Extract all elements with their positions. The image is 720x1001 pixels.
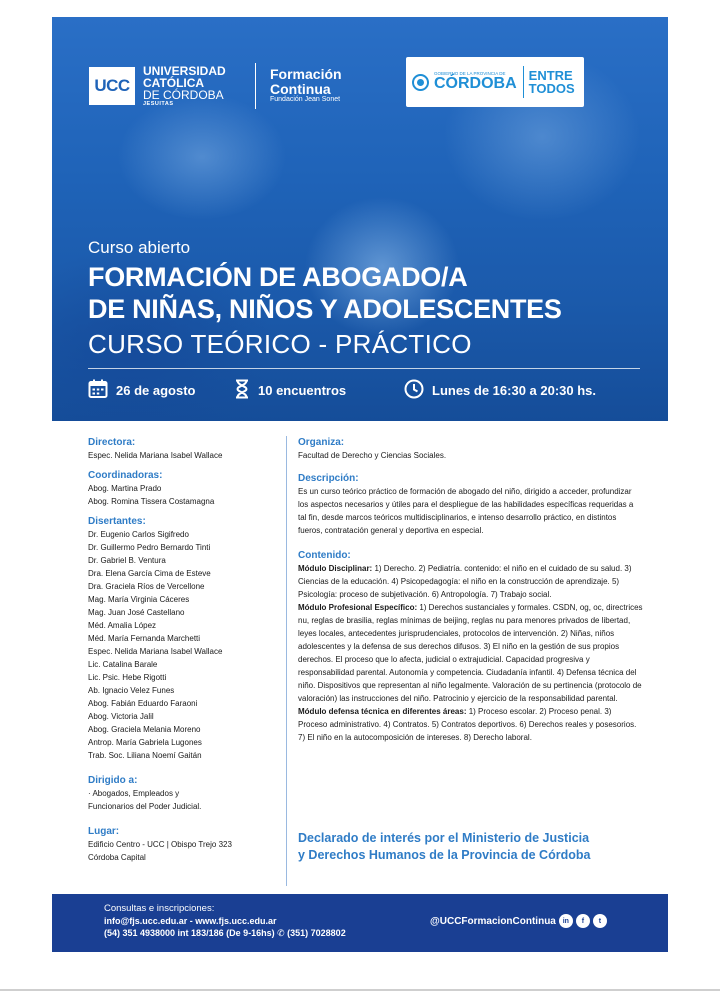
footer-social xyxy=(430,914,607,928)
facebook-icon[interactable]: f xyxy=(576,914,590,928)
course-info-row xyxy=(52,379,668,409)
list-item: Dr. Guillermo Pedro Bernardo Tinti xyxy=(88,543,211,552)
list-item: Espec. Nelida Mariana Isabel Wallace xyxy=(88,647,223,656)
contact-phones: (54) 351 4938000 int 183/186 (De 9-16hs) ✆ (351) 7028802 xyxy=(104,928,346,938)
coordinadoras-heading: Coordinadoras: xyxy=(88,470,163,481)
list-item: Antrop. María Gabriela Lugones xyxy=(88,738,202,747)
date-info xyxy=(88,379,195,402)
list-item: Ab. Ignacio Velez Funes xyxy=(88,686,175,695)
descripcion-heading: Descripción: xyxy=(298,473,359,484)
footer-contact: Consultas e inscripciones: info@fjs.ucc.edu.ar - www.fjs.ucc.edu.ar (54) 351 4938000 int 183/186 (De 9-16hs) ✆ (351) 7028802 xyxy=(104,903,346,938)
hero-divider xyxy=(88,368,640,369)
dirigido-heading: Dirigido a: xyxy=(88,775,138,786)
social-handle[interactable]: @UCCFormacionContinua xyxy=(430,915,556,927)
list-item: Dr. Gabriel B. Ventura xyxy=(88,556,166,565)
clock-icon xyxy=(404,379,424,402)
list-item: Dra. Graciela Ríos de Vercellone xyxy=(88,582,205,591)
directora-name: Espec. Nelida Mariana Isabel Wallace xyxy=(88,451,223,460)
linkedin-icon[interactable]: in xyxy=(559,914,573,928)
organiza-text: Facultad de Derecho y Ciencias Sociales. xyxy=(298,451,447,460)
coordinadoras-section xyxy=(88,469,278,508)
contenido-section xyxy=(298,549,643,744)
module-disciplinar: Módulo Disciplinar: 1) Derecho. 2) Pediatría. contenido: el niño en el cuidado de su salud. 3) Ciencias de la educación. 4) Psicopedagogía: el niño en la construcción de aprendizaje. 5) Psicología: proceso de subjetivación. 6) Antropología. 7) Trabajo social. xyxy=(298,564,632,599)
list-item: Abog. Romina Tissera Costamagna xyxy=(88,497,215,506)
formacion-continua-logo: Formación Continua Fundación Jean Sonet xyxy=(270,66,342,104)
list-item: Dra. Elena García Cima de Esteve xyxy=(88,569,211,578)
list-item: Abog. Fabián Eduardo Faraoni xyxy=(88,699,198,708)
bottom-rule xyxy=(0,989,720,991)
disertantes-heading: Disertantes: xyxy=(88,516,146,527)
lugar-section: Lugar: Edificio Centro - UCC | Obispo Trejo 323 Córdoba Capital xyxy=(88,825,278,864)
cordoba-government-logo: GOBIERNO DE LA PROVINCIA DE CÓRDOBA ENTRE TODOS xyxy=(406,57,584,107)
descripcion-text: Es un curso teórico práctico de formación de abogado del niño, dirigido a acceder, profundizar los aspectos necesarios y útiles para el despliegue de las habilidades específicas requeridas a tal fin, desde marcos teóricos multidisciplinarios, e intenso desarrollo práctico, en distintos fueros, contratación general y deportiva en especial. xyxy=(298,487,634,535)
schedule-text: Lunes de 16:30 a 20:30 hs. xyxy=(432,383,597,398)
descripcion-section xyxy=(298,472,643,537)
column-divider xyxy=(286,436,287,886)
declared-interest: Declarado de interés por el Ministerio de Justicia y Derechos Humanos de la Provincia de Córdoba xyxy=(298,831,591,862)
directora-heading: Directora: xyxy=(88,437,136,448)
directora-section xyxy=(88,436,278,462)
calendar-icon xyxy=(88,379,108,402)
sessions-text: 10 encuentros xyxy=(258,383,347,398)
list-item: Dr. Eugenio Carlos Sigifredo xyxy=(88,530,189,539)
footer xyxy=(52,894,668,952)
course-subtitle: CURSO TEÓRICO - PRÁCTICO xyxy=(88,329,472,359)
logo-divider xyxy=(255,63,256,109)
organiza-heading: Organiza: xyxy=(298,437,345,448)
schedule-info xyxy=(404,379,596,402)
list-item: Abog. Martina Prado xyxy=(88,484,162,493)
list-item: Abog. Graciela Melania Moreno xyxy=(88,725,201,734)
date-text: 26 de agosto xyxy=(116,383,196,398)
contact-emails[interactable]: info@fjs.ucc.edu.ar - www.fjs.ucc.edu.ar xyxy=(104,916,277,926)
cordoba-seal-icon xyxy=(412,74,429,91)
module-defensa-tecnica: Módulo defensa técnica en diferentes áreas: 1) Proceso escolar. 2) Proceso penal. 3) Proceso administrativo. 4) Contratos. 5) Contratos deportivos. 6) Derechos reales y posesorios. 7) El niño en la autocomposición de intereses. 8) Derecho laboral. xyxy=(298,707,637,742)
list-item: Abog. Victoria Jalil xyxy=(88,712,154,721)
ucc-logo xyxy=(89,65,226,108)
left-column xyxy=(88,436,278,871)
contenido-heading: Contenido: xyxy=(298,550,351,561)
disertantes-section xyxy=(88,515,278,762)
module-profesional: Módulo Profesional Específico: 1) Derechos sustanciales y formales. CSDN, og, oc, directrices nu, reglas de brasilia, reglas mínimas de beijing, reglas nu para menores privados de libertad, leyes locales, antecedentes jurisprudenciales, protocolos de intervención. 2) Niñas, niños adolescentes y la defensa de sus derechos difusos. 3) El niño en la gestión de sus propios derechos. El proceso que lo afecta, judicial o extrajudicial. Capacidad progresiva y responsabilidad parental. Autonomía y competencia. Ciudadanía infantil. 4) Defensa técnica del niño. Dispositivos que representan al niño legalmente. Valoración de su pertinencia (protocolo de valoración) las instrucciones del niño. Patrocinio y ejercicio de la responsabilidad parental. xyxy=(298,603,643,703)
course-title: FORMACIÓN DE ABOGADO/A DE NIÑAS, NIÑOS Y ADOLESCENTES xyxy=(88,262,562,324)
list-item: Lic. Catalina Barale xyxy=(88,660,158,669)
hero-banner xyxy=(52,17,668,421)
course-kicker: Curso abierto xyxy=(88,238,191,257)
organiza-section xyxy=(298,436,643,462)
ucc-logo-line2: CATÓLICA xyxy=(143,76,205,90)
list-item: Méd. María Fernanda Marchetti xyxy=(88,634,201,643)
list-item: Trab. Soc. Liliana Noemí Gaitán xyxy=(88,751,202,760)
lugar-heading: Lugar: xyxy=(88,826,120,837)
right-column xyxy=(298,436,643,751)
ucc-logo-line3: DE CÓRDOBA xyxy=(143,88,224,102)
poster xyxy=(52,17,668,952)
twitter-icon[interactable]: t xyxy=(593,914,607,928)
list-item: Lic. Psic. Hebe Rigotti xyxy=(88,673,167,682)
list-item: Mag. Juan José Castellano xyxy=(88,608,185,617)
dirigido-section: Dirigido a: · Abogados, Empleados y Funcionarios del Poder Judicial. xyxy=(88,774,278,813)
ucc-logo-mark: UCC xyxy=(89,67,135,105)
ucc-logo-line1: UNIVERSIDAD xyxy=(143,64,226,78)
list-item: Mag. María Virginia Cáceres xyxy=(88,595,190,604)
hourglass-icon xyxy=(234,379,250,402)
list-item: Méd. Amalia López xyxy=(88,621,157,630)
sessions-info xyxy=(234,379,346,402)
ucc-logo-line4: JESUITAS xyxy=(143,101,174,107)
